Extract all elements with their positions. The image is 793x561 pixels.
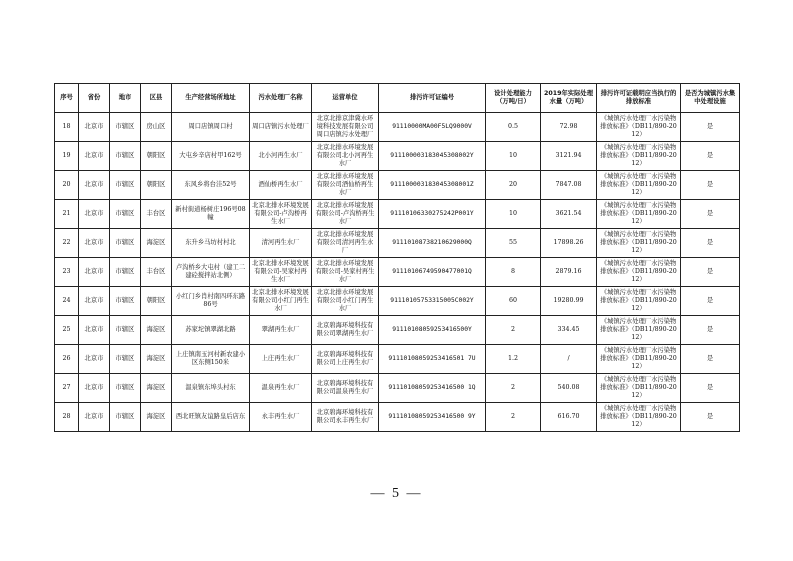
table-cell: 3621.54 <box>541 200 597 229</box>
table-cell: 北京北排水环境发展有限公司清河再生水厂 <box>312 229 379 258</box>
table-cell: 北京北排水环境发展有限公司小红门再生水厂 <box>250 287 312 316</box>
table-cell: 北京市 <box>79 345 110 374</box>
table-row <box>55 403 740 432</box>
table-cell: 2879.16 <box>541 258 597 287</box>
table-cell: 北京北排水环境发展有限公司-吴家村再生水厂 <box>250 258 312 287</box>
table-cell: 《城镇污水处理厂水污染物排放标准》（DB11/890-2012） <box>597 142 681 171</box>
table-cell: 24 <box>55 287 79 316</box>
table-cell: 28 <box>55 403 79 432</box>
table-cell: 《城镇污水处理厂水污染物排放标准》（DB11/890-2012） <box>597 287 681 316</box>
table-cell: 20 <box>55 171 79 200</box>
table-cell: 清河再生水厂 <box>250 229 312 258</box>
table-cell: 0.5 <box>486 113 541 142</box>
table-cell: 西北旺镇友谊路皇后店东 <box>172 403 250 432</box>
table-cell: 25 <box>55 316 79 345</box>
table-cell: 7847.08 <box>541 171 597 200</box>
table-cell: 温泉再生水厂 <box>250 374 312 403</box>
table-cell: 18 <box>55 113 79 142</box>
table-cell: 市辖区 <box>110 374 141 403</box>
table-cell: 17898.26 <box>541 229 597 258</box>
table-cell: 上庄再生水厂 <box>250 345 312 374</box>
table-cell: 市辖区 <box>110 142 141 171</box>
column-header: 序号 <box>55 84 79 113</box>
table-cell: 市辖区 <box>110 171 141 200</box>
table-cell: 27 <box>55 374 79 403</box>
table-cell: 22 <box>55 229 79 258</box>
table-cell: 北京北排京津冀水环境科技发展有限公司周口店镇污水处理厂 <box>312 113 379 142</box>
table-cell: 是 <box>681 374 740 403</box>
table-cell: 2 <box>486 316 541 345</box>
table-cell: 大屯乡辛店村甲162号 <box>172 142 250 171</box>
table-cell: 是 <box>681 287 740 316</box>
table-cell: 海淀区 <box>141 403 172 432</box>
table-cell: 小红门乡肖村南四环东路86号 <box>172 287 250 316</box>
table-cell: 房山区 <box>141 113 172 142</box>
table-cell: 北京市 <box>79 403 110 432</box>
table-cell: 《城镇污水处理厂水污染物排放标准》（DB11/890-2012） <box>597 258 681 287</box>
table-cell: 周口店镇周口村 <box>172 113 250 142</box>
table-cell: 10 <box>486 200 541 229</box>
table-cell: 《城镇污水处理厂水污染物排放标准》（DB11/890-2012） <box>597 374 681 403</box>
table-cell: 北小河再生水厂 <box>250 142 312 171</box>
table-cell: 市辖区 <box>110 113 141 142</box>
table-row <box>55 229 740 258</box>
table-cell: 《城镇污水处理厂水污染物排放标准》（DB11/890-2012） <box>597 113 681 142</box>
table-cell: 北京市 <box>79 142 110 171</box>
table-cell: 91110108059253416501 7U <box>379 345 486 374</box>
table-row <box>55 142 740 171</box>
table-cell: 《城镇污水处理厂水污染物排放标准》（DB11/890-2012） <box>597 316 681 345</box>
table-cell: 是 <box>681 200 740 229</box>
table-cell: 丰台区 <box>141 258 172 287</box>
permit-table <box>54 83 740 432</box>
table-cell: 20 <box>486 171 541 200</box>
table-cell: 苏家坨镇翠湖北路 <box>172 316 250 345</box>
page-number: — 5 — <box>370 486 423 501</box>
table-cell: 北京碧海环境科技有限公司温泉再生水厂 <box>312 374 379 403</box>
table-cell: 《城镇污水处理厂水污染物排放标准》（DB11/890-2012） <box>597 229 681 258</box>
table-cell: 市辖区 <box>110 287 141 316</box>
column-header: 污水处理厂名称 <box>250 84 312 113</box>
table-cell: 19280.99 <box>541 287 597 316</box>
column-header: 地市 <box>110 84 141 113</box>
table-cell: 60 <box>486 287 541 316</box>
table-cell: 新村街道杨树庄196号08幢 <box>172 200 250 229</box>
table-cell: 72.98 <box>541 113 597 142</box>
table-cell: 91110108059253416500 9Y <box>379 403 486 432</box>
column-header: 2019年实际处理水量（万吨） <box>541 84 597 113</box>
table-cell: 北京碧海环境科技有限公司永丰再生水厂 <box>312 403 379 432</box>
table-cell: 是 <box>681 258 740 287</box>
table-cell: 北京市 <box>79 113 110 142</box>
table-cell: 《城镇污水处理厂水污染物排放标准》（DB11/890-2012） <box>597 200 681 229</box>
table-cell: 是 <box>681 171 740 200</box>
table-cell: 是 <box>681 316 740 345</box>
table-cell: 市辖区 <box>110 200 141 229</box>
column-header: 运营单位 <box>312 84 379 113</box>
table-row <box>55 200 740 229</box>
table-cell: 朝阳区 <box>141 171 172 200</box>
table-cell: 2 <box>486 374 541 403</box>
column-header: 生产经营场所地址 <box>172 84 250 113</box>
table-cell: 北京北排水环境发展有限公司小红门再生水厂 <box>312 287 379 316</box>
table-cell: 北京北排水环境发展有限公司-卢沟桥再生水厂 <box>312 200 379 229</box>
table-body <box>55 113 740 432</box>
table-cell: 北京市 <box>79 374 110 403</box>
table-cell: 55 <box>486 229 541 258</box>
table-cell: 91110105753315005C002Y <box>379 287 486 316</box>
table-cell: 1.2 <box>486 345 541 374</box>
table-cell: 26 <box>55 345 79 374</box>
table-cell: 东风乡将台洼52号 <box>172 171 250 200</box>
table-cell: 市辖区 <box>110 258 141 287</box>
table-cell: 91110106330275242P001Y <box>379 200 486 229</box>
table-cell: 北京市 <box>79 200 110 229</box>
table-cell: 东升乡马坊村村北 <box>172 229 250 258</box>
table-cell: 朝阳区 <box>141 287 172 316</box>
table-row <box>55 113 740 142</box>
table-cell: 是 <box>681 229 740 258</box>
table-cell: 海淀区 <box>141 345 172 374</box>
column-header: 设计处理能力（万吨/日） <box>486 84 541 113</box>
table-cell: 卢沟桥乡大屯村（建工二建砼搅拌站北侧） <box>172 258 250 287</box>
table-cell: 北京北排水环境发展有限公司-吴家村再生水厂 <box>312 258 379 287</box>
table-cell: 海淀区 <box>141 374 172 403</box>
table-cell: 周口店镇污水处理厂 <box>250 113 312 142</box>
table-cell: 海淀区 <box>141 316 172 345</box>
table-cell: 是 <box>681 113 740 142</box>
table-cell: 北京北排水环境发展有限公司-卢沟桥再生水厂 <box>250 200 312 229</box>
column-header: 区县 <box>141 84 172 113</box>
table-cell: 上庄镇南玉河村新农建小区东侧150米 <box>172 345 250 374</box>
table-cell: 永丰再生水厂 <box>250 403 312 432</box>
table-cell: 91110000MA00F5LQ9000V <box>379 113 486 142</box>
table-row <box>55 287 740 316</box>
table-cell: 911100003183045308002Y <box>379 142 486 171</box>
table-cell: 北京市 <box>79 171 110 200</box>
table-row <box>55 258 740 287</box>
table-cell: 市辖区 <box>110 316 141 345</box>
table-cell: 北京碧海环境科技有限公司翠湖再生水厂 <box>312 316 379 345</box>
table-cell: 温泉镇东埠头村东 <box>172 374 250 403</box>
column-header: 省份 <box>79 84 110 113</box>
table-cell: 北京碧海环境科技有限公司上庄再生水厂 <box>312 345 379 374</box>
table-cell: 丰台区 <box>141 200 172 229</box>
table-cell: 334.45 <box>541 316 597 345</box>
table-cell: 911100003183045308001Z <box>379 171 486 200</box>
table-row <box>55 374 740 403</box>
table-cell: 10 <box>486 142 541 171</box>
table-cell: 酒仙桥再生水厂 <box>250 171 312 200</box>
table-cell: 91110108738210629000Q <box>379 229 486 258</box>
table-cell: 北京市 <box>79 258 110 287</box>
table-cell: 是 <box>681 345 740 374</box>
column-header: 排污许可证编号 <box>379 84 486 113</box>
table-cell: / <box>541 345 597 374</box>
table-row <box>55 171 740 200</box>
table-cell: 是 <box>681 403 740 432</box>
table-cell: 北京市 <box>79 229 110 258</box>
table-cell: 《城镇污水处理厂水污染物排放标准》（DB11/890-2012） <box>597 345 681 374</box>
table-cell: 91110106749590477001Q <box>379 258 486 287</box>
table-cell: 19 <box>55 142 79 171</box>
table-cell: 市辖区 <box>110 403 141 432</box>
table-cell: 市辖区 <box>110 229 141 258</box>
table-cell: 翠湖再生水厂 <box>250 316 312 345</box>
table-cell: 北京北排水环境发展有限公司北小河再生水厂 <box>312 142 379 171</box>
table-cell: 朝阳区 <box>141 142 172 171</box>
table-cell: 21 <box>55 200 79 229</box>
table-cell: 北京市 <box>79 316 110 345</box>
table-row <box>55 316 740 345</box>
table-cell: 8 <box>486 258 541 287</box>
table-cell: 北京市 <box>79 287 110 316</box>
table-cell: 23 <box>55 258 79 287</box>
table-cell: 是 <box>681 142 740 171</box>
table-header-row <box>55 84 740 113</box>
table-cell: 市辖区 <box>110 345 141 374</box>
table-row <box>55 345 740 374</box>
table-cell: 540.08 <box>541 374 597 403</box>
column-header: 是否为城镇污水集中处理设施 <box>681 84 740 113</box>
table-cell: 616.70 <box>541 403 597 432</box>
table-cell: 91110108059253416500Y <box>379 316 486 345</box>
table-cell: 北京北排水环境发展有限公司酒仙桥再生水厂 <box>312 171 379 200</box>
table-cell: 《城镇污水处理厂水污染物排放标准》（DB11/890-2012） <box>597 403 681 432</box>
table-cell: 2 <box>486 403 541 432</box>
table-cell: 海淀区 <box>141 229 172 258</box>
table-cell: 《城镇污水处理厂水污染物排放标准》（DB11/890-2012） <box>597 171 681 200</box>
table-cell: 91110108059253416500 1Q <box>379 374 486 403</box>
table-cell: 3121.94 <box>541 142 597 171</box>
column-header: 排污许可证载明应当执行的排放标准 <box>597 84 681 113</box>
